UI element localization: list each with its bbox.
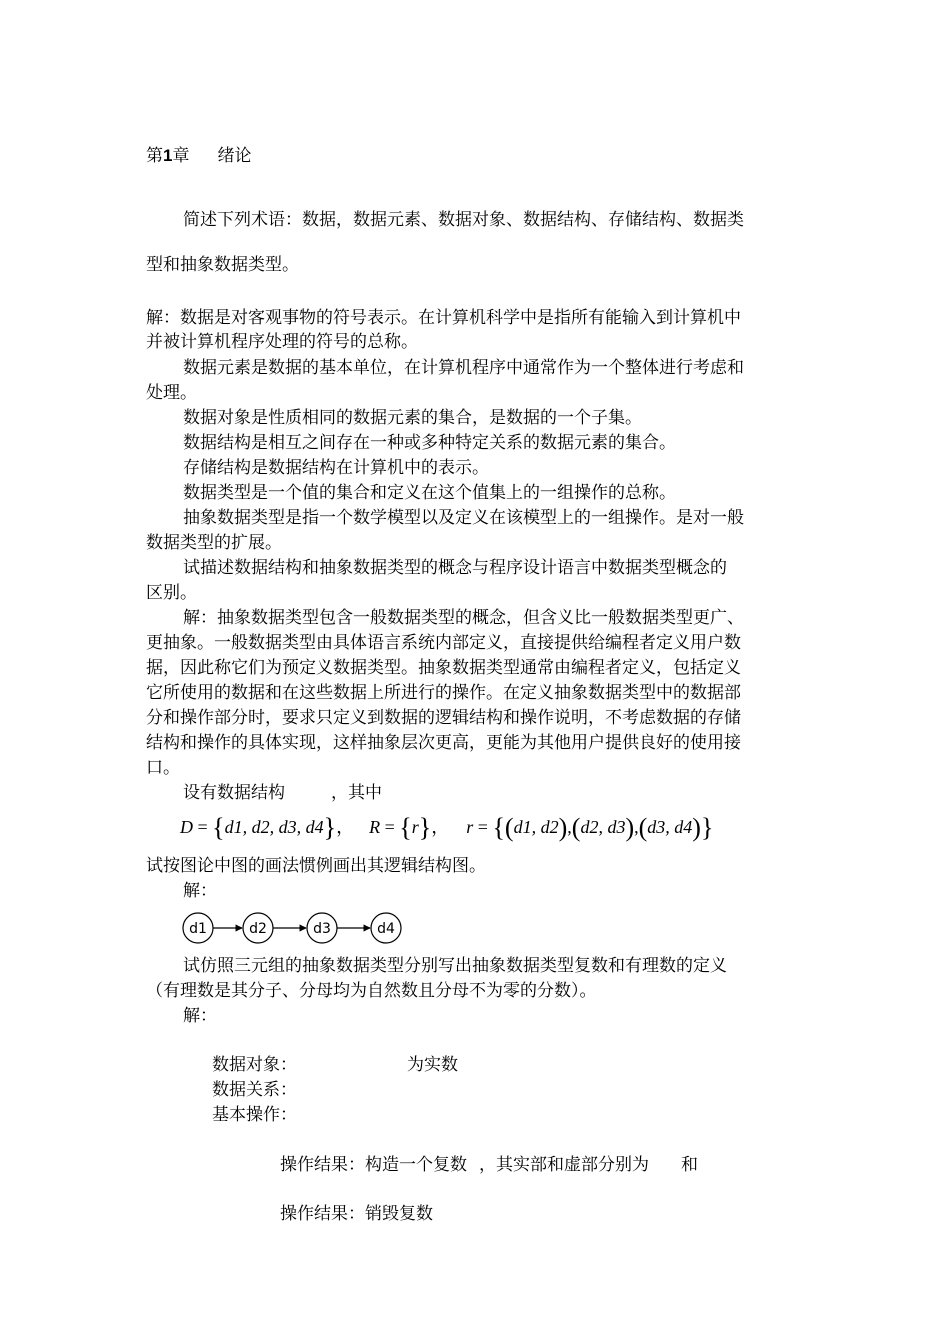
- basic-ops-label: 基本操作：: [212, 1105, 297, 1125]
- formula-r-label: r: [466, 817, 474, 837]
- q1-line2: 型和抽象数据类型。: [146, 255, 299, 275]
- a3-label: 解：: [183, 881, 217, 901]
- data-object-value: 为实数: [407, 1055, 458, 1075]
- a2-line7: 口。: [146, 758, 180, 778]
- op1-b: ，其实部和虚部分别为: [479, 1155, 649, 1175]
- a2-line1: 解：抽象数据类型包含一般数据类型的概念，但含义比一般数据类型更广、: [183, 608, 744, 628]
- q2-line1: 试描述数据结构和抽象数据类型的概念与程序设计语言中数据类型概念的: [183, 558, 727, 578]
- formula-R-elems: r: [411, 817, 419, 837]
- data-object-label: 数据对象：: [212, 1055, 297, 1075]
- a2-line4: 它所使用的数据和在这些数据上所进行的操作。在定义抽象数据类型中的数据部: [146, 683, 741, 703]
- formula-r-pair3: d3, d4: [647, 817, 693, 837]
- q3-line1-b: ，其中: [331, 783, 382, 803]
- node-3: [307, 913, 337, 943]
- q4-line1: 试仿照三元组的抽象数据类型分别写出抽象数据类型复数和有理数的定义: [183, 956, 727, 976]
- chapter-suffix: 章: [172, 146, 190, 166]
- chapter-title: [146, 147, 251, 165]
- a1-line4: 处理。: [146, 383, 197, 403]
- node-2: [243, 913, 273, 943]
- node-3-label: d3: [313, 921, 331, 937]
- q4-line2: （有理数是其分子、分母均为自然数且分母不为零的分数）。: [146, 981, 597, 1001]
- a2-line2: 更抽象。一般数据类型由具体语言系统内部定义，直接提供给编程者定义用户数: [146, 633, 741, 653]
- logical-structure-diagram: [178, 908, 408, 950]
- a2-line6: 结构和操作的具体实现，这样抽象层次更高，更能为其他用户提供良好的使用接: [146, 733, 741, 753]
- a1-line9: 抽象数据类型是指一个数学模型以及定义在该模型上的一组操作。是对一般: [183, 508, 744, 528]
- a1-line3: 数据元素是数据的基本单位，在计算机程序中通常作为一个整体进行考虑和: [183, 358, 744, 378]
- a1-line5: 数据对象是性质相同的数据元素的集合，是数据的一个子集。: [183, 408, 642, 428]
- a1-line7: 存储结构是数据结构在计算机中的表示。: [183, 458, 489, 478]
- op1-c: 和: [681, 1155, 698, 1175]
- a1-line2: 并被计算机程序处理的符号的总称。: [146, 332, 418, 352]
- a2-line3: 据，因此称它们为预定义数据类型。抽象数据类型通常由编程者定义，包括定义: [146, 658, 741, 678]
- node-2-label: d2: [249, 921, 267, 937]
- formula-r-pair2: d2, d3: [580, 817, 626, 837]
- node-4: [371, 913, 401, 943]
- a1-line1: 解：数据是对客观事物的符号表示。在计算机科学中是指所有能输入到计算机中: [146, 308, 741, 328]
- chapter-number: 1: [163, 146, 173, 165]
- a1-line10: 数据类型的扩展。: [146, 533, 282, 553]
- q2-line2: 区别。: [146, 583, 197, 603]
- q3-line1: [183, 785, 382, 802]
- a4-label: 解：: [183, 1006, 217, 1026]
- node-1-label: d1: [189, 921, 207, 937]
- formula-D-label: D: [180, 817, 193, 837]
- node-1: [183, 913, 213, 943]
- chapter-name: 绪论: [217, 146, 252, 166]
- a1-line6: 数据结构是相互之间存在一种或多种特定关系的数据元素的集合。: [183, 433, 676, 453]
- q3-formula: D = {d1, d2, d3, d4}， R = {r}， r = {(d1, d2),(d2, d3),(d3, d4)}: [180, 813, 714, 842]
- data-object-row: [212, 1057, 458, 1074]
- node-4-label: d4: [377, 921, 395, 937]
- formula-R-label: R: [369, 817, 381, 837]
- formula-D-elems: d1, d2, d3, d4: [224, 817, 324, 837]
- q1-line1: 简述下列术语：数据，数据元素、数据对象、数据结构、存储结构、数据类: [183, 210, 744, 230]
- a2-line5: 分和操作部分时，要求只定义到数据的逻辑结构和操作说明，不考虑数据的存储: [146, 708, 741, 728]
- q3-line3: 试按图论中图的画法惯例画出其逻辑结构图。: [146, 856, 486, 876]
- formula-r-pair1: d1, d2: [513, 817, 559, 837]
- a1-line8: 数据类型是一个值的集合和定义在这个值集上的一组操作的总称。: [183, 483, 676, 503]
- op1-row: [280, 1157, 698, 1174]
- data-relation-label: 数据关系：: [212, 1080, 297, 1100]
- op1-a: 操作结果：构造一个复数: [280, 1155, 467, 1175]
- op2-row: 操作结果：销毁复数: [280, 1204, 433, 1224]
- chapter-prefix: 第: [146, 146, 163, 166]
- q3-line1-a: 设有数据结构: [183, 783, 285, 803]
